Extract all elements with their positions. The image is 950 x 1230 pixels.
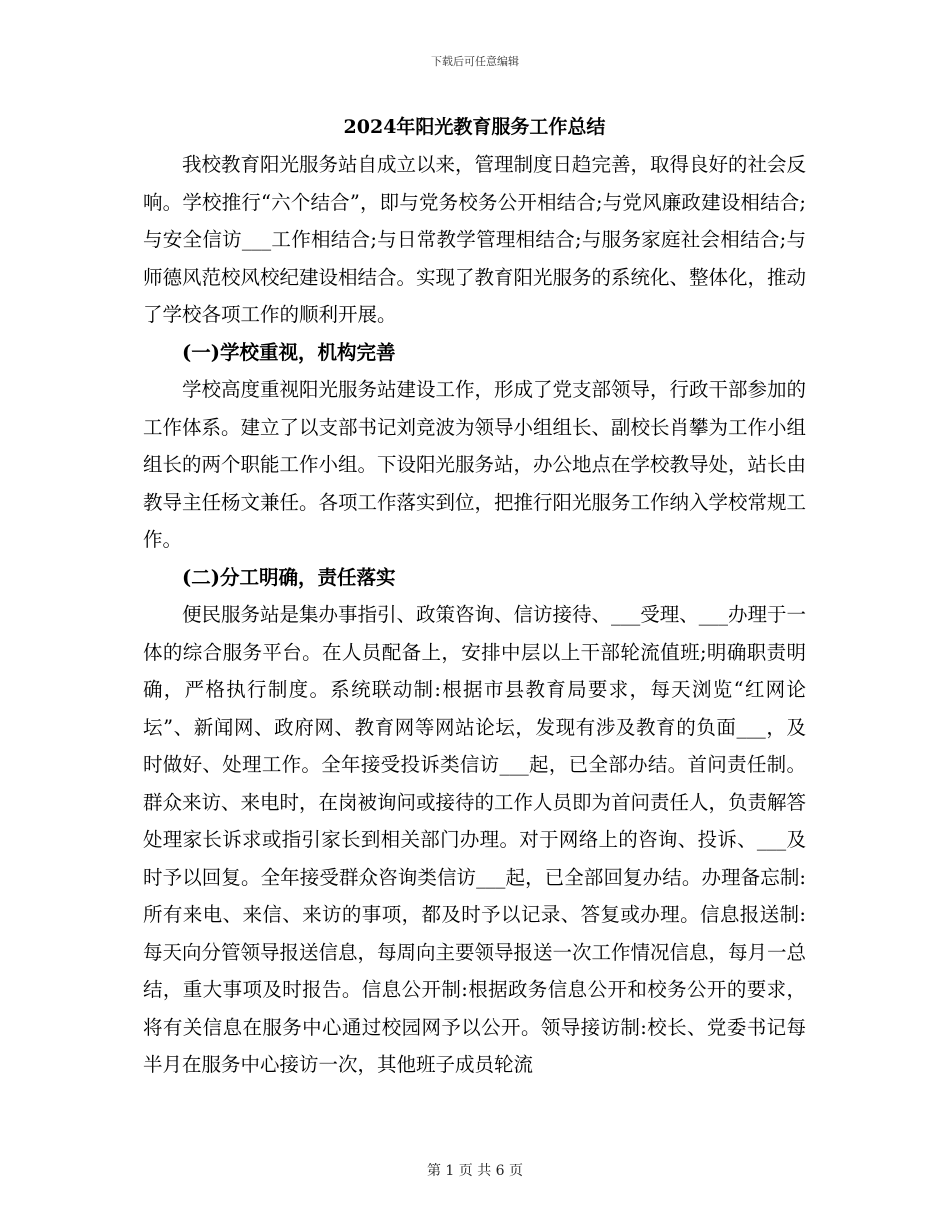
section-1-paragraph: 学校高度重视阳光服务站建设工作，形成了党支部领导，行政干部参加的工作体系。建立了以支部书记刘竞波为领导小组组长、副校长肖攀为工作小组组长的两个职能工作小组。下设阳光服务站，办公地点在学校教导处，站长由教导主任杨文兼任。各项工作落实到位，把推行阳光服务工作纳入学校常规工作。 <box>143 378 807 551</box>
intro-paragraph: 我校教育阳光服务站自成立以来，管理制度日趋完善，取得良好的社会反响。学校推行“六个结合”，即与党务校务公开相结合;与党风廉政建设相结合;与安全信访___工作相结合;与日常教学管理相结合;与服务家庭社会相结合;与师德风范校风校纪建设相结合。实现了教育阳光服务的系统化、整体化，推动了学校各项工作的顺利开展。 <box>143 153 807 326</box>
document-title: 2024年阳光教育服务工作总结 <box>343 116 606 138</box>
section-2-paragraph: 便民服务站是集办事指引、政策咨询、信访接待、___受理、___办理于一体的综合服务平台。在人员配备上，安排中层以上干部轮流值班;明确职责明确，严格执行制度。系统联动制:根据市县教育局要求，每天浏览“红网论坛”、新闻网、政府网、教育网等网站论坛，发现有涉及教育的负面___，及时做好、处理工作。全年接受投诉类信访___起，已全部办结。首问责任制。群众来访、来电时，在岗被询问或接待的工作人员即为首问责任人，负责解答处理家长诉求或指引家长到相关部门办理。对于网络上的咨询、投诉、___及时予以回复。全年接受群众咨询类信访___起，已全部回复办结。办理备忘制:所有来电、来信、来访的事项，都及时予以记录、答复或办理。信息报送制:每天向分管领导报送信息，每周向主要领导报送一次工作情况信息，每月一总结，重大事项及时报告。信息公开制:根据政务信息公开和校务公开的要求，将有关信息在服务中心通过校园网予以公开。领导接访制:校长、党委书记每半月在服务中心接访一次，其他班子成员轮流 <box>143 603 807 1076</box>
document-body <box>143 110 806 1084</box>
section-1-heading: (一)学校重视，机构完善 <box>182 340 396 364</box>
page-number: 第 1 页 共 6 页 <box>426 1163 524 1179</box>
section-2-heading: (二)分工明确，责任落实 <box>182 565 396 589</box>
page-header: 下载后可任意编辑 <box>431 55 519 68</box>
